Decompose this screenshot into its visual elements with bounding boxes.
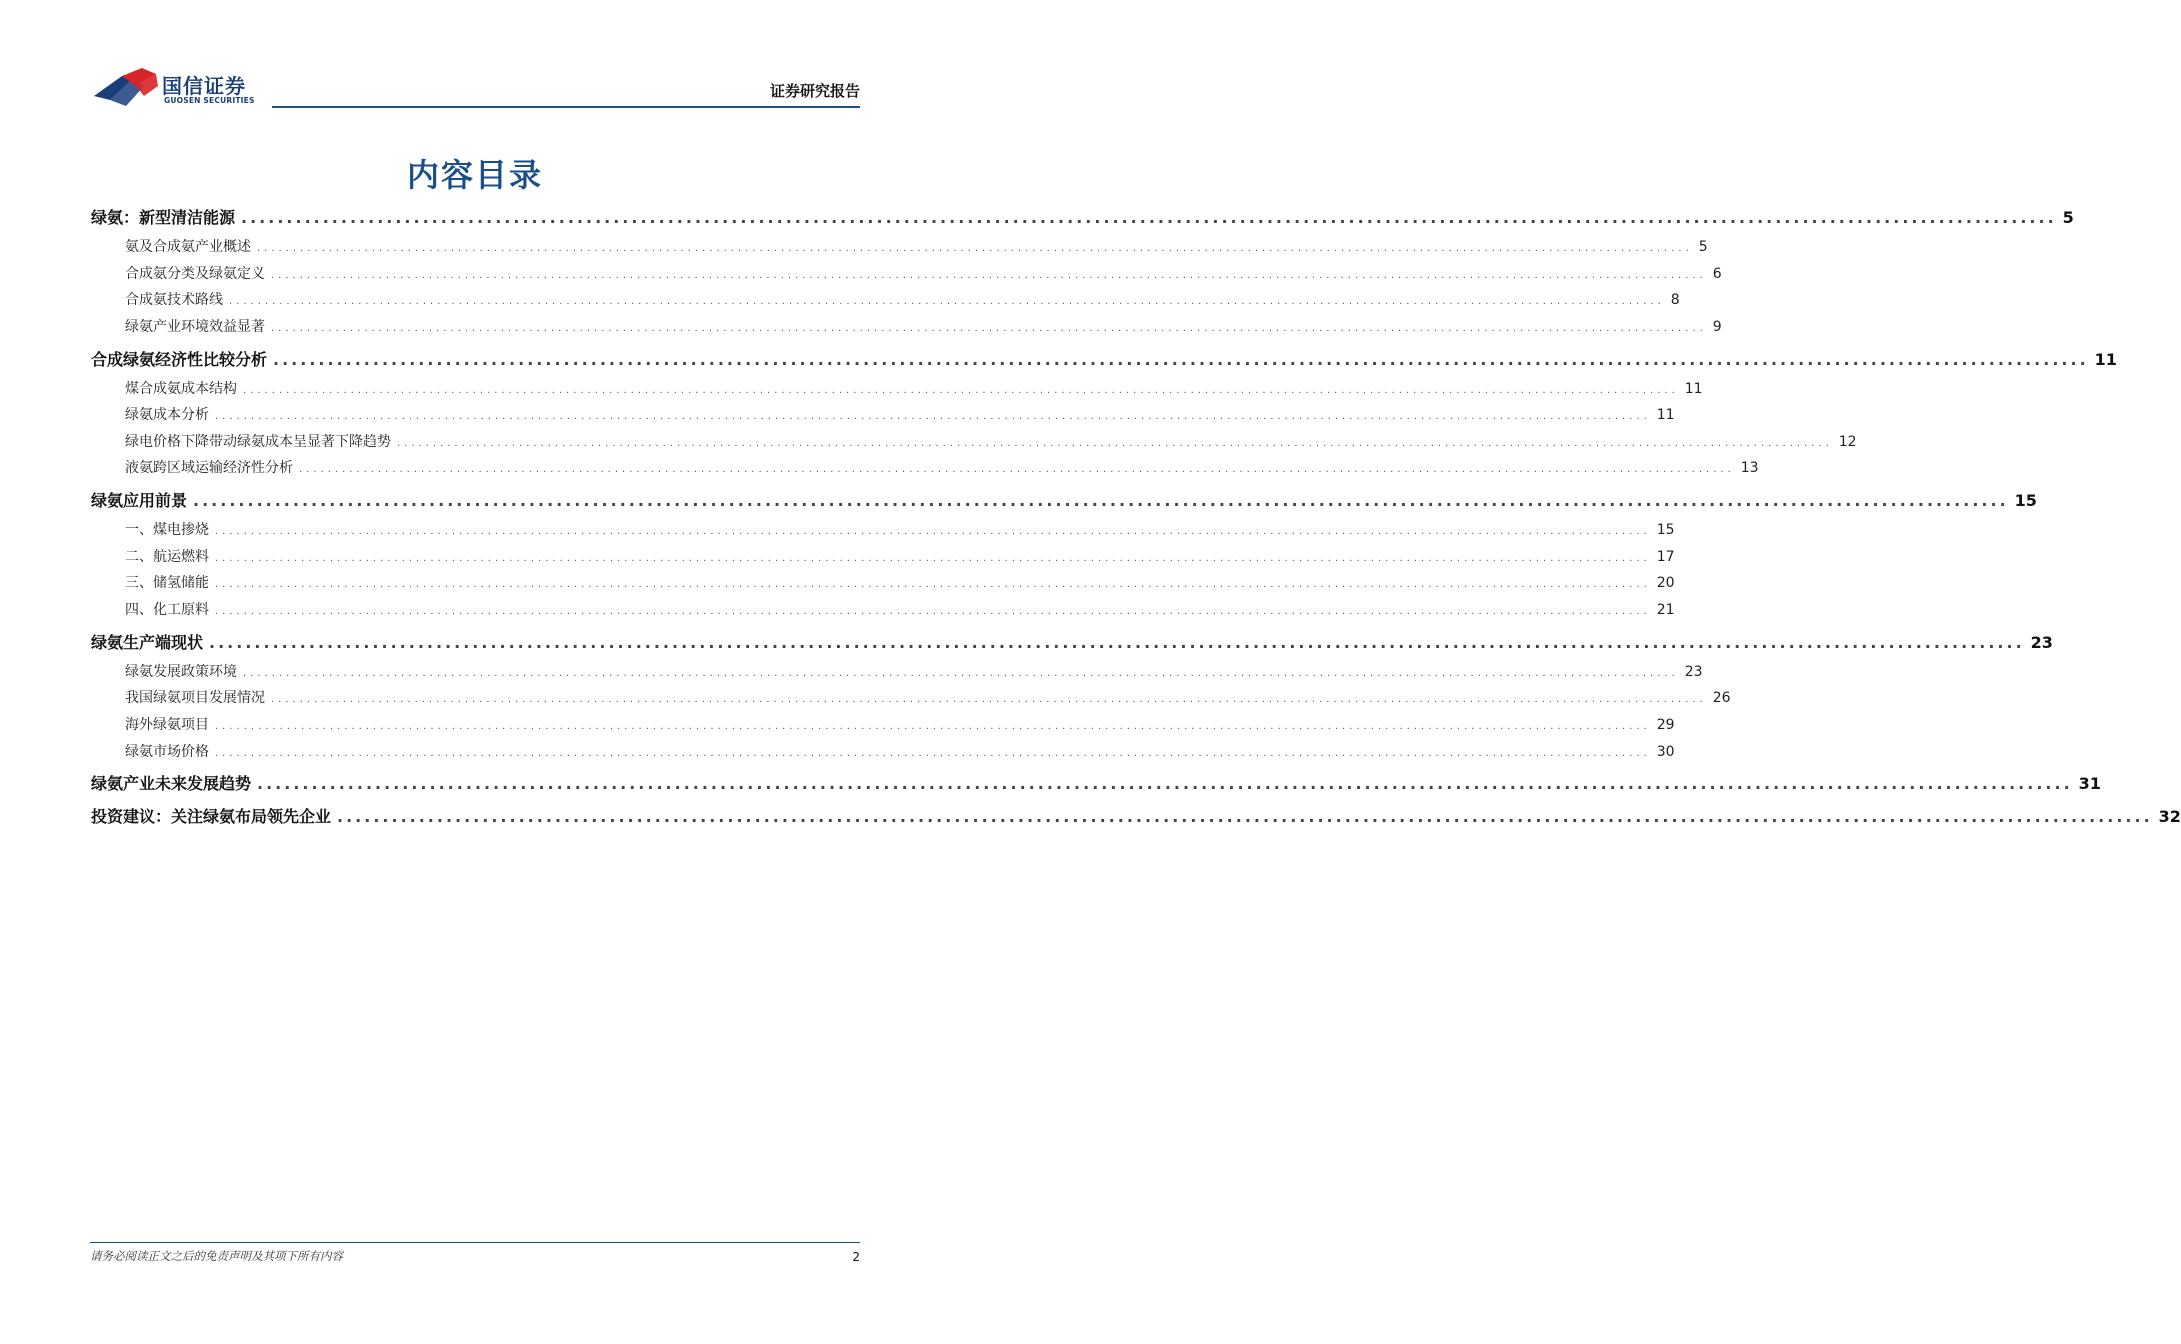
toc-section-entry[interactable]	[91, 661, 1703, 681]
toc-leader-dots: ........................................................................................................................................................................................................	[397, 438, 1833, 449]
toc-leader-dots: ........................................................................................................................................................................................................	[215, 553, 1651, 564]
toc-entry-title: 二、航运燃料	[125, 549, 209, 565]
toc-chapter-entry[interactable]	[91, 630, 2053, 653]
toc-entry-page: 30	[1656, 744, 1675, 760]
toc-entry-page: 21	[1656, 602, 1675, 618]
toc-leader-dots: ........................................................................................................................................................................................................	[215, 721, 1651, 732]
toc-leader-dots: ........................................................................................................................................................................................................	[215, 606, 1651, 617]
page-number: 2	[852, 1250, 860, 1264]
report-type-label: 证券研究报告	[769, 82, 860, 100]
toc-section-entry[interactable]	[91, 289, 1680, 309]
toc-entry-title: 液氨跨区域运输经济性分析	[125, 460, 293, 476]
toc-chapter-entry[interactable]	[91, 771, 2101, 794]
toc-entry-page: 13	[1740, 460, 1759, 476]
toc-section-entry[interactable]	[91, 519, 1675, 539]
toc-entry-page: 5	[1698, 239, 1708, 255]
toc-section-entry[interactable]	[91, 457, 1759, 477]
toc-section-entry[interactable]	[91, 431, 1857, 451]
toc-section-entry[interactable]	[91, 263, 1722, 283]
toc-entry-page: 23	[1684, 664, 1703, 680]
toc-entry-title: 我国绿氨项目发展情况	[125, 690, 265, 706]
toc-entry-page: 11	[1684, 381, 1703, 397]
toc-entry-page: 20	[1656, 575, 1675, 591]
toc-section-entry[interactable]	[91, 316, 1722, 336]
toc-entry-title: 合成绿氨经济性比较分析	[91, 350, 268, 369]
toc-section-entry[interactable]	[91, 741, 1675, 761]
toc-entry-page: 31	[2078, 774, 2101, 793]
toc-leader-dots: ........................................................................................................................................................................................................	[257, 774, 2073, 793]
toc-leader-dots: ........................................................................................................................................................................................................	[243, 668, 1679, 679]
toc-leader-dots: ........................................................................................................................................................................................................	[337, 807, 2153, 826]
toc-entry-page: 15	[2014, 491, 2037, 510]
toc-entry-page: 23	[2030, 633, 2053, 652]
toc-entry-title: 绿氨：新型清洁能源	[91, 208, 236, 227]
toc-section-entry[interactable]	[91, 687, 1731, 707]
page-header	[0, 0, 950, 112]
toc-entry-title: 投资建议：关注绿氨布局领先企业	[91, 807, 332, 826]
toc-entry-title: 绿电价格下降带动绿氨成本呈显著下降趋势	[125, 434, 391, 450]
toc-entry-page: 11	[2094, 350, 2117, 369]
toc-entry-title: 四、化工原料	[125, 602, 209, 618]
toc-entry-page: 15	[1656, 522, 1675, 538]
guosen-logo	[92, 66, 262, 110]
header-divider	[272, 106, 860, 108]
toc-section-entry[interactable]	[91, 572, 1675, 592]
toc-entry-title: 一、煤电掺烧	[125, 522, 209, 538]
toc-section-entry[interactable]	[91, 404, 1675, 424]
toc-entry-title: 合成氨技术路线	[125, 292, 223, 308]
toc-leader-dots: ........................................................................................................................................................................................................	[241, 208, 2057, 227]
toc-leader-dots: ........................................................................................................................................................................................................	[243, 385, 1679, 396]
logo-english-name: GUOSEN SECURITIES	[164, 96, 255, 105]
toc-leader-dots: ........................................................................................................................................................................................................	[209, 633, 2025, 652]
toc-leader-dots: ........................................................................................................................................................................................................	[215, 411, 1651, 422]
toc-section-entry[interactable]	[91, 378, 1703, 398]
toc-entry-page: 17	[1656, 549, 1675, 565]
toc-leader-dots: ........................................................................................................................................................................................................	[257, 243, 1693, 254]
toc-leader-dots: ........................................................................................................................................................................................................	[273, 350, 2089, 369]
toc-chapter-entry[interactable]	[91, 488, 2037, 511]
toc-leader-dots: ........................................................................................................................................................................................................	[215, 579, 1651, 590]
toc-section-entry[interactable]	[91, 599, 1675, 619]
toc-chapter-entry[interactable]	[91, 205, 2074, 228]
toc-entry-title: 绿氨发展政策环境	[125, 664, 237, 680]
toc-chapter-entry[interactable]	[91, 347, 2117, 370]
toc-leader-dots: ........................................................................................................................................................................................................	[215, 526, 1651, 537]
toc-entry-title: 绿氨应用前景	[91, 491, 188, 510]
toc-entry-title: 绿氨生产端现状	[91, 633, 204, 652]
toc-entry-title: 绿氨产业环境效益显著	[125, 319, 265, 335]
toc-entry-page: 11	[1656, 407, 1675, 423]
toc-entry-page: 26	[1712, 690, 1731, 706]
footer-divider	[90, 1242, 860, 1243]
toc-section-entry[interactable]	[91, 236, 1708, 256]
toc-entry-page: 6	[1712, 266, 1722, 282]
logo-chinese-name: 国信证券	[162, 74, 246, 98]
toc-entry-title: 氨及合成氨产业概述	[125, 239, 251, 255]
toc-leader-dots: ........................................................................................................................................................................................................	[299, 464, 1735, 475]
toc-leader-dots: ........................................................................................................................................................................................................	[229, 296, 1665, 307]
toc-entry-title: 海外绿氨项目	[125, 717, 209, 733]
toc-leader-dots: ........................................................................................................................................................................................................	[271, 694, 1707, 705]
toc-chapter-entry[interactable]	[91, 804, 2181, 827]
toc-entry-title: 绿氨成本分析	[125, 407, 209, 423]
toc-entry-title: 煤合成氨成本结构	[125, 381, 237, 397]
toc-entry-page: 8	[1670, 292, 1680, 308]
toc-entry-title: 合成氨分类及绿氨定义	[125, 266, 265, 282]
footer-disclaimer: 请务必阅读正文之后的免责声明及其项下所有内容	[90, 1249, 343, 1263]
toc-leader-dots: ........................................................................................................................................................................................................	[215, 748, 1651, 759]
toc-entry-title: 三、储氢储能	[125, 575, 209, 591]
toc-leader-dots: ........................................................................................................................................................................................................	[193, 491, 2009, 510]
toc-entry-page: 9	[1712, 319, 1722, 335]
toc-leader-dots: ........................................................................................................................................................................................................	[271, 323, 1707, 334]
toc-section-entry[interactable]	[91, 546, 1675, 566]
toc-entry-page: 5	[2062, 208, 2074, 227]
toc-entry-title: 绿氨产业未来发展趋势	[91, 774, 252, 793]
toc-title: 内容目录	[406, 156, 543, 194]
toc-entry-title: 绿氨市场价格	[125, 744, 209, 760]
toc-entry-page: 32	[2158, 807, 2181, 826]
toc-section-entry[interactable]	[91, 714, 1675, 734]
toc-entry-page: 12	[1838, 434, 1857, 450]
toc-entry-page: 29	[1656, 717, 1675, 733]
toc-leader-dots: ........................................................................................................................................................................................................	[271, 270, 1707, 281]
guosen-logo-mark-icon	[92, 66, 160, 110]
